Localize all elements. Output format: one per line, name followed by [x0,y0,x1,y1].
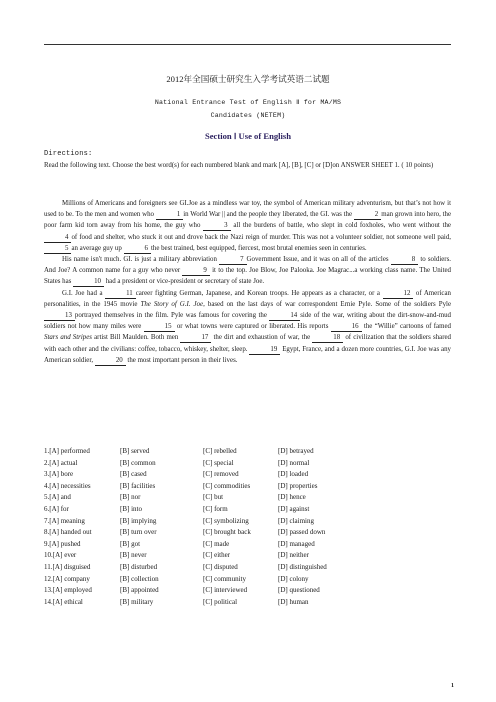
option-b: [B] served [120,447,150,455]
option-d: [D] passed down [278,528,326,537]
italic-title: Stars and Stripes [44,334,92,342]
option-row [44,550,327,562]
option-d: [D] claiming [278,516,314,525]
passage-text: His name isn't much. GI. is just a military abbreviation [62,256,220,264]
option-a: 7.[A] meaning [44,516,85,525]
passage-text: Millions of Americans and foreigners see GI.Joe as a mindless war toy, the symbol of American military adventurism, but that’s not how it used to be. To the men and women who [44,200,451,219]
option-b: [B] disturbed [120,562,158,571]
passage-text: artist Bill Maulden. Both men [91,334,181,342]
option-b: [B] collection [120,574,159,583]
answer-blank: 8 [391,255,418,265]
option-a: 8.[A] handed out [44,528,92,537]
option-a: 11.[A] disguised [44,562,91,571]
passage-text: it to the top. Joe Blow, Joe Palooka. Joe Magrac...a working class name. The United States has [44,267,451,286]
option-row [44,504,327,516]
passage-text: Egypt, France, and a dozen more countries, G.I. Joe was any American soldier, [44,345,451,364]
option-row [44,597,327,609]
answer-blank: 6 [124,244,151,254]
answer-blank: 4 [44,233,71,243]
passage-text: of civilization that the soldiers shared with each other and the civilians: coffee, tobacco, whiskey, shelter, sleep. [44,334,452,353]
answer-blank: 13 [44,311,75,321]
option-a: 5.[A] and [44,493,71,502]
option-b: [B] common [120,458,156,467]
passage-text: all the burdens of battle, who slept in cold foxholes, who went without the [230,222,451,230]
answer-blank: 20 [95,356,126,366]
section-heading: Section Ⅰ Use of English [204,131,292,141]
option-c: [C] interviewed [203,586,248,595]
option-c: [C] special [203,458,234,467]
italic-title: The Story of G.I. Joe [140,300,204,308]
option-row [44,469,327,481]
option-a: 13.[A] employed [44,586,92,595]
option-d: [D] human [278,597,309,606]
answer-blank: 2 [354,210,381,220]
answer-blank: 18 [312,333,343,343]
answer-blank: 9 [182,266,209,276]
option-c: [C] symbolizing [203,516,249,525]
option-row [44,585,327,597]
option-b: [B] implying [120,516,157,525]
answer-blank: 11 [105,289,136,299]
option-b: [B] turn over [120,528,157,537]
option-row [44,527,327,539]
option-row [44,539,327,551]
answer-blank: 19 [249,345,280,355]
option-row [44,574,327,586]
passage-text: man grown into hero, the poor farm kid torn away from his home, the guy who [44,211,452,230]
passage-text: G.I. Joe had a [62,289,106,297]
option-row [44,492,327,504]
candidates-subtitle: Candidates (NETEM) [210,112,286,119]
passage-text: in World War || and the people they liberated, the GI. was the [183,211,354,219]
passage-paragraph [44,198,451,254]
option-b: [B] cased [120,470,147,479]
passage-text: the most important person in their lives. [125,356,238,364]
option-a: 2.[A] actual [44,458,78,467]
option-c: [C] brought back [203,528,251,537]
passage-text: career fighting German, Japanese, and Korean troops. He appears as a character, or a [135,289,383,297]
directions-text: Read the following text. Choose the best word(s) for each numbered blank and mark [A], [B], [C] or [D]on ANSWER SHEET 1. ( 10 points) [44,162,434,170]
option-d: [D] neither [278,551,309,560]
answer-blank: 14 [269,311,300,321]
passage-text: Government Issue, and it was on all of the articles [246,256,391,264]
top-rule [44,44,451,45]
option-c: [C] rebelled [203,447,237,455]
option-c: [C] either [203,551,231,560]
option-row [44,458,327,470]
option-b: [B] got [120,539,141,548]
page-title: 2012年全国硕士研究生入学考试英语二试题 [166,74,330,84]
answer-blank: 10 [73,277,104,287]
passage-text: of food and shelter, who stuck it out and drove back the Nazi reign of murder. This was not a volunteer soldier, not someone well paid, [71,233,451,241]
english-subtitle: National Entrance Test of English Ⅱ for MA/MS [154,99,342,106]
answer-blank: 17 [180,333,211,343]
option-b: [B] never [120,551,147,560]
option-row [44,446,327,458]
passage-text: portrayed themselves in the film. Pyle was famous for covering the [74,312,270,320]
answer-options-table [44,446,327,608]
option-a: 6.[A] for [44,504,69,513]
answer-blank: 3 [203,221,230,231]
option-c: [C] political [203,597,238,606]
option-a: 12.[A] company [44,574,90,583]
option-c: [C] made [203,539,230,548]
page-number: 1 [451,683,454,689]
option-d: [D] managed [278,539,315,548]
passage-text: the dirt and exhaustion of war, the [211,334,313,342]
option-d: [D] distinguished [278,562,327,571]
option-a: 4.[A] necessities [44,481,91,490]
option-d: [D] normal [278,458,310,467]
option-d: [D] properties [278,481,318,490]
passage-text: the “Willie” cartoons of famed [361,323,451,331]
option-a: 14.[A] ethical [44,597,83,606]
directions-label: Directions: [44,150,93,158]
option-row [44,562,327,574]
option-c: [C] form [203,504,228,513]
option-b: [B] military [120,597,154,606]
answer-blank: 5 [44,244,71,254]
option-d: [D] loaded [278,470,309,479]
reading-passage [44,198,451,366]
option-d: [D] betrayed [278,447,314,455]
passage-paragraph [44,288,451,366]
passage-text: to soldiers. And Joe? A common name for a guy who never [44,256,451,275]
passage-text: the best trained, best equipped, fiercest, most brutal enemies seen in centuries. [150,244,367,252]
option-row [44,481,327,493]
option-c: [C] disputed [203,562,238,571]
option-d: [D] hence [278,493,306,502]
passage-text: , based on the last days of war correspondent Ernie Pyle. Some of the soldiers Pyle [203,300,452,308]
option-d: [D] against [278,504,310,513]
passage-text: or what towns were captured or liberated. His reports [174,323,331,331]
answer-blank: 1 [156,210,183,220]
passage-text: side of the war, writing about the dirt-snow-and-mud soldiers not how many miles were [44,312,451,331]
option-b: [B] facilities [120,481,156,490]
option-b: [B] nor [120,493,141,502]
option-c: [C] but [203,493,224,502]
passage-text: of American personalities, in the 1945 movie [44,289,451,308]
passage-text: an average guy up [71,244,124,252]
option-a: 9.[A] pushed [44,539,81,548]
option-d: [D] questioned [278,586,320,595]
option-b: [B] appointed [120,586,159,595]
answer-blank: 16 [331,322,362,332]
directions-block [44,149,451,171]
option-a: 3.[A] bore [44,470,74,479]
option-c: [C] community [203,574,246,583]
answer-blank: 15 [144,322,175,332]
option-d: [D] colony [278,574,309,583]
passage-text: had a president or vice-president or secretary of state Joe. [103,278,265,286]
option-a: 1.[A] performed [44,447,90,455]
answer-blank: 7 [219,255,246,265]
option-c: [C] removed [203,470,239,479]
passage-paragraph [44,254,451,288]
option-row [44,516,327,528]
option-a: 10.[A] ever [44,551,77,560]
option-b: [B] into [120,504,142,513]
answer-blank: 12 [383,289,414,299]
option-c: [C] commodities [203,481,251,490]
